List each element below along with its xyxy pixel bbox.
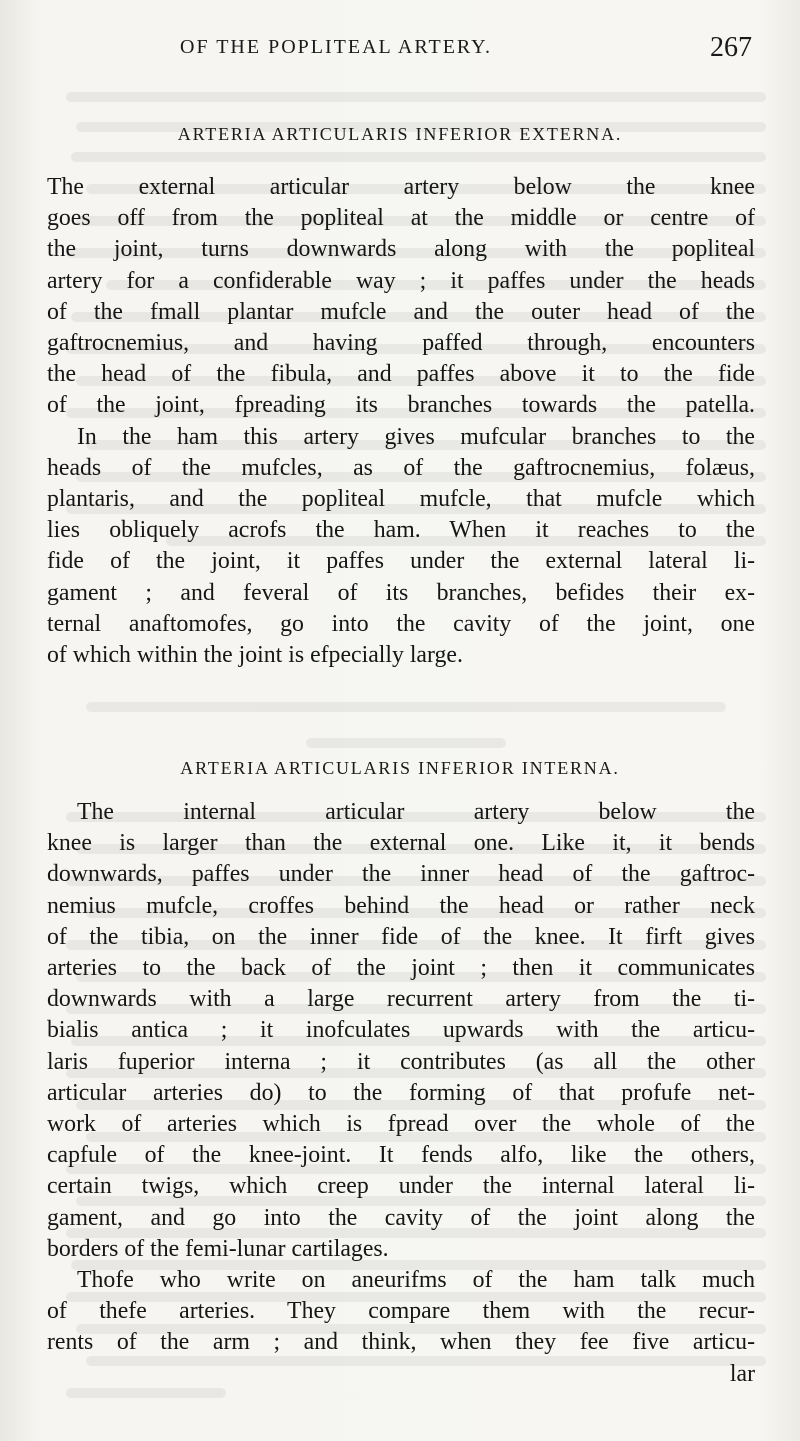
text-line: lies obliquely acrofs the ham. When it reaches to the — [47, 517, 755, 544]
text-line: The external articular artery below the knee — [47, 174, 755, 200]
text-line: gament ; and feveral of its branches, befides their ex- — [47, 579, 755, 606]
text-line: ternal anaftomofes, go into the cavity of the joint, one — [47, 610, 755, 637]
text-line: nemius mufcle, croffes behind the head or rather neck — [47, 892, 755, 919]
text-line: In the ham this artery gives mufcular branches to the — [77, 423, 755, 450]
text-line: laris fuperior interna ; it contributes (as all the other — [47, 1048, 755, 1075]
text-line: borders of the femi-lunar cartilages. — [47, 1235, 389, 1262]
text-line: of the joint, fpreading its branches towards the patella. — [47, 392, 755, 419]
text-line: rents of the arm ; and think, when they fee five articu- — [47, 1329, 755, 1356]
running-head — [180, 32, 760, 66]
text-line: artery for a confiderable way ; it paffes under the heads — [47, 267, 755, 294]
text-line: downwards, paffes under the inner head of the gaftroc- — [47, 861, 755, 888]
text-line: articular arteries do) to the forming of that profufe net- — [47, 1079, 755, 1106]
text-line: of which within the joint is efpecially large. — [47, 642, 463, 669]
text-line: plantaris, and the popliteal mufcle, that mufcle which — [47, 486, 755, 513]
text-line: capfule of the knee-joint. It fends alfo, like the others, — [47, 1142, 755, 1169]
text-line: gament, and go into the cavity of the joint along the — [47, 1204, 755, 1231]
section-heading-externa: ARTERIA ARTICULARIS INFERIOR EXTERNA. — [177, 124, 623, 144]
text-line: of the fmall plantar mufcle and the outer head of the — [47, 298, 755, 325]
text-line: the head of the fibula, and paffes above it to the fide — [47, 361, 755, 388]
text-line: bialis antica ; it inofculates upwards with the articu- — [47, 1017, 755, 1044]
text-line: Thofe who write on aneurifms of the ham talk much — [77, 1267, 755, 1294]
text-line: of thefe arteries. They compare them with the recur- — [47, 1298, 755, 1325]
text-line: The internal articular artery below the — [77, 799, 755, 825]
section-heading-interna: ARTERIA ARTICULARIS INFERIOR INTERNA. — [180, 758, 620, 778]
running-title: OF THE POPLITEAL ARTERY. — [180, 36, 493, 58]
text-line: downwards with a large recurrent artery from the ti- — [47, 986, 755, 1013]
text-line: of the tibia, on the inner fide of the knee. It firft gives — [47, 923, 755, 950]
text-line: arteries to the back of the joint ; then it communicates — [47, 955, 755, 982]
text-line: heads of the mufcles, as of the gaftrocnemius, folæus, — [47, 454, 755, 481]
section-body-interna — [47, 797, 755, 1390]
section-body-externa — [47, 172, 755, 671]
text-line: the joint, turns downwards along with the popliteal — [47, 236, 755, 263]
text-line: goes off from the popliteal at the middle or centre of — [47, 205, 755, 232]
page-number: 267 — [710, 32, 752, 63]
text-line: knee is larger than the external one. Like it, it bends — [47, 830, 755, 857]
text-line: fide of the joint, it paffes under the external lateral li- — [47, 548, 755, 575]
text-line: work of arteries which is fpread over the whole of the — [47, 1111, 755, 1138]
text-line: gaftrocnemius, and having paffed through, encounters — [47, 330, 755, 357]
text-line: certain twigs, which creep under the internal lateral li- — [47, 1173, 755, 1200]
catchword: lar — [729, 1360, 755, 1387]
